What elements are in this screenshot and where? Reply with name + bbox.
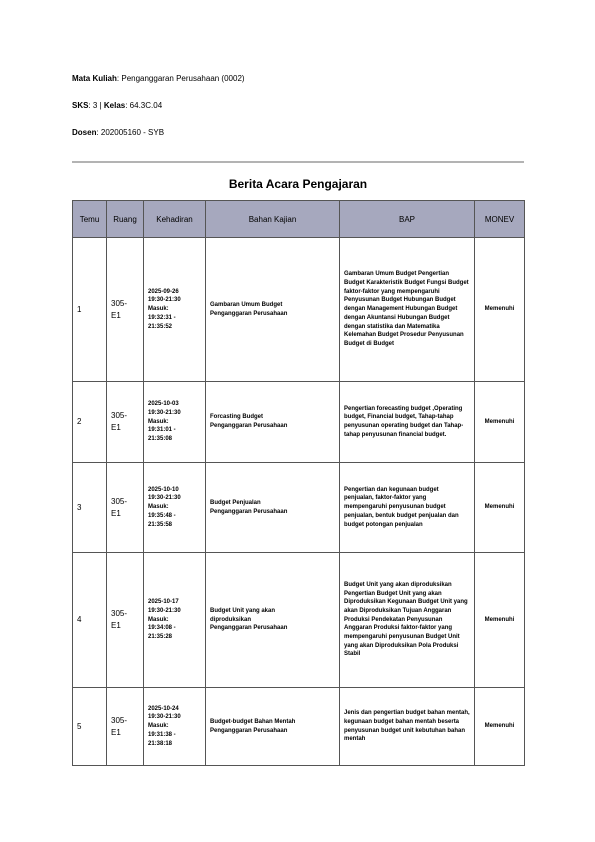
cell-bap: Pengertian forecasting budget ,Operating budget, Financial budget, Tahap-tahap penyusunan operating budget dan Tahap-tahap penyusunan financial budget. xyxy=(340,382,475,463)
cell-bap: Pengertian dan kegunaan budget penjualan, faktor-faktor yang mempengaruhi penyusunan budget penjualan, bentuk budget penjualan dan budget potongan penjualan xyxy=(340,463,475,553)
cell-temu: 5 xyxy=(73,688,107,766)
course-value: : Penganggaran Perusahaan (0002) xyxy=(116,74,245,83)
kelas-value: : 64.3C.04 xyxy=(125,101,163,110)
table-row xyxy=(73,688,525,766)
col-header-temu: Temu xyxy=(73,201,107,238)
sks-label: SKS xyxy=(72,101,89,110)
col-header-ruang: Ruang xyxy=(107,201,144,238)
cell-kehadiran: 2025-10-10 19:30-21:30 Masuk: 19:35:48 - 21:35:58 xyxy=(144,463,206,553)
col-header-monev: MONEV xyxy=(475,201,525,238)
cell-monev: Memenuhi xyxy=(475,553,525,688)
cell-monev: Memenuhi xyxy=(475,463,525,553)
cell-bap: Budget Unit yang akan diproduksikan Pengertian Budget Unit yang akan Diproduksikan Kegunaan Budget Unit yang akan Diproduksikan Tujuan Anggaran Produksi Pendekatan Penyusunan Anggaran Produksi faktor-faktor yang mempengaruhi penyusunan Budget Unit yang akan Diproduksikan Pola Produksi Stabil xyxy=(340,553,475,688)
table-row xyxy=(73,553,525,688)
cell-temu: 4 xyxy=(73,553,107,688)
cell-kehadiran: 2025-10-24 19:30-21:30 Masuk: 19:31:38 - 21:38:18 xyxy=(144,688,206,766)
cell-temu: 1 xyxy=(73,238,107,382)
cell-ruang: 305- E1 xyxy=(107,238,144,382)
cell-bap: Gambaran Umum Budget Pengertian Budget Karakteristik Budget Fungsi Budget faktor-faktor yang mempengaruhi Penyusunan Budget Hubungan Budget dengan Management Hubungan Budget dengan Akuntansi Hubungan Budget dengan statistika dan Matematika Kelemahan Budget Prosedur Penyusunan Budget di Budget xyxy=(340,238,475,382)
cell-kehadiran: 2025-10-17 19:30-21:30 Masuk: 19:34:08 - 21:35:28 xyxy=(144,553,206,688)
page-title: Berita Acara Pengajaran xyxy=(228,177,368,191)
cell-ruang: 305- E1 xyxy=(107,688,144,766)
cell-kehadiran: 2025-10-03 19:30-21:30 Masuk: 19:31:01 - 21:35:08 xyxy=(144,382,206,463)
col-header-bahan-kajian: Bahan Kajian xyxy=(206,201,340,238)
cell-monev: Memenuhi xyxy=(475,688,525,766)
table-row xyxy=(73,382,525,463)
dosen-value: : 202005160 - SYB xyxy=(96,128,165,137)
cell-kehadiran: 2025-09-26 19:30-21:30 Masuk: 19:32:31 - 21:35:52 xyxy=(144,238,206,382)
attendance-table xyxy=(72,200,525,766)
col-header-bap: BAP xyxy=(340,201,475,238)
cell-monev: Memenuhi xyxy=(475,238,525,382)
sks-value: : 3 | xyxy=(88,101,104,110)
cell-bahan-kajian: Budget Unit yang akan diproduksikan Penganggaran Perusahaan xyxy=(206,553,340,688)
cell-bahan-kajian: Forcasting Budget Penganggaran Perusahaan xyxy=(206,382,340,463)
cell-bahan-kajian: Gambaran Umum Budget Penganggaran Perusahaan xyxy=(206,238,340,382)
dosen-label: Dosen xyxy=(72,128,97,137)
cell-monev: Memenuhi xyxy=(475,382,525,463)
table-row xyxy=(73,238,525,382)
cell-bahan-kajian: Budget Penjualan Penganggaran Perusahaan xyxy=(206,463,340,553)
cell-ruang: 305- E1 xyxy=(107,382,144,463)
cell-ruang: 305- E1 xyxy=(107,463,144,553)
course-info xyxy=(72,74,245,83)
table-header-row xyxy=(73,201,525,238)
col-header-kehadiran: Kehadiran xyxy=(144,201,206,238)
header-divider xyxy=(72,161,524,163)
cell-ruang: 305- E1 xyxy=(107,553,144,688)
cell-bahan-kajian: Budget-budget Bahan Mentah Penganggaran Perusahaan xyxy=(206,688,340,766)
credits-class-info xyxy=(72,101,162,110)
cell-bap: Jenis dan pengertian budget bahan mentah, kegunaan budget bahan mentah beserta penyusunan budget unit kebutuhan bahan mentah xyxy=(340,688,475,766)
cell-temu: 3 xyxy=(73,463,107,553)
kelas-label: Kelas xyxy=(103,101,126,110)
lecturer-info xyxy=(72,128,164,137)
cell-temu: 2 xyxy=(73,382,107,463)
course-label: Mata Kuliah xyxy=(72,74,117,83)
table-row xyxy=(73,463,525,553)
